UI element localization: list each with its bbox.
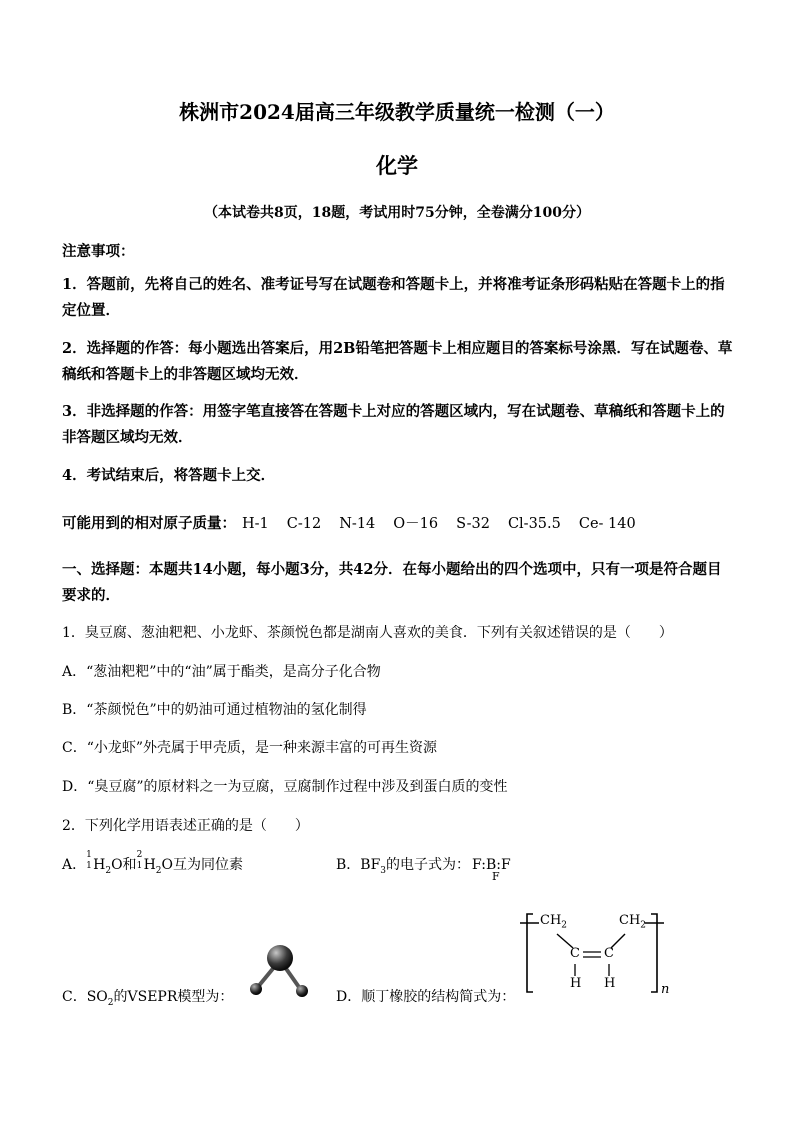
question-1-stem: 1．臭豆腐、葱油粑粑、小龙虾、茶颜悦色都是湖南人喜欢的美食．下列有关叙述错误的是（ ） xyxy=(62,625,673,641)
carbon-left: C xyxy=(570,946,580,961)
left-bracket xyxy=(527,914,533,992)
notice-item-2: 2．选择题的作答：每小题选出答案后，用2B铅笔把答题卡上相应题目的答案标号涂黑．写在试题卷、草稿纸和答题卡上的非答题区域均无效． xyxy=(62,340,733,383)
question-1-option-c: C．“小龙虾”外壳属于甲壳质，是一种来源丰富的可再生资源 xyxy=(62,740,438,756)
question-1-option-d: D．“臭豆腐”的原材料之一为豆腐，豆腐制作过程中涉及到蛋白质的变性 xyxy=(62,779,508,795)
mass-value: H-1 xyxy=(242,516,269,532)
mass-value: C-12 xyxy=(286,516,322,532)
question-1-option-b: B．“茶颜悦色”中的奶油可通过植物油的氢化制得 xyxy=(62,702,367,718)
bf3-lower-fluorine: F xyxy=(492,870,500,883)
isotope-notation: 1 1 xyxy=(86,850,92,871)
oxygen-atom xyxy=(296,985,308,997)
isotope-notation: 2 1 xyxy=(136,850,143,871)
question-2-option-b: B．$BF_3$的电子式为： F:B:F xyxy=(336,857,511,876)
exam-info: （本试卷共8页，18题，考试用时75分钟，全卷满分100分） xyxy=(204,205,590,221)
mass-value: Ce- 140 xyxy=(578,516,636,532)
question-2-option-c: C．$SO_2$的VSEPR模型为： xyxy=(62,989,234,1008)
atomic-masses xyxy=(62,512,654,533)
polymer-n: n xyxy=(661,982,670,997)
so2-vsepr-model xyxy=(244,940,314,1000)
mass-value: S-32 xyxy=(456,516,490,532)
mass-value: Cl-35.5 xyxy=(507,516,561,532)
question-2-option-a: A． 1 1 $H_2O$和 2 1 $H_2O$互为同位素 xyxy=(62,850,243,876)
ch2-right: $CH_2$ xyxy=(619,913,647,931)
mass-value: N-14 xyxy=(339,516,376,532)
carbon-right: C xyxy=(604,946,614,961)
notice-item-1: 1．答题前，先将自己的姓名、准考证号写在试题卷和答题卡上，并将准考证条形码粘贴在答题卡上的指定位置． xyxy=(62,276,725,319)
question-2-option-d: D．顺丁橡胶的结构简式为： xyxy=(336,989,516,1005)
cis-polybutadiene-structure xyxy=(515,906,675,998)
notice-heading: 注意事项： xyxy=(62,243,135,260)
exam-title: 株洲市2024届高三年级教学质量统一检测（一） xyxy=(179,100,615,124)
question-1-option-a: A．“葱油粑粑”中的“油”属于酯类，是高分子化合物 xyxy=(62,664,381,680)
right-bracket xyxy=(651,914,657,992)
bf3-electron-formula: F:B:F xyxy=(472,857,511,873)
notice-item-4: 4．考试结束后，将答题卡上交． xyxy=(62,467,276,484)
hydrogen-left: H xyxy=(570,976,582,991)
sulfur-atom xyxy=(267,945,293,971)
subject-title: 化学 xyxy=(376,153,418,178)
section-heading: 一、选择题：本题共14小题，每小题3分，共42分．在每小题给出的四个选项中，只有一项是符合题目要求的． xyxy=(62,561,722,604)
mass-value: O－16 xyxy=(393,516,439,532)
question-2-stem: 2．下列化学用语表述正确的是（ ） xyxy=(62,818,309,834)
oxygen-atom xyxy=(250,983,262,995)
ch2-left: $CH_2$ xyxy=(540,913,568,931)
polymer-bracket-and-bonds xyxy=(515,906,675,998)
hydrogen-right: H xyxy=(604,976,616,991)
notice-item-3: 3．非选择题的作答：用签字笔直接答在答题卡上对应的答题区域内，写在试题卷、草稿纸和答题卡上的非答题区域均无效． xyxy=(62,403,725,446)
atomic-masses-label: 可能用到的相对原子质量： xyxy=(62,515,236,532)
